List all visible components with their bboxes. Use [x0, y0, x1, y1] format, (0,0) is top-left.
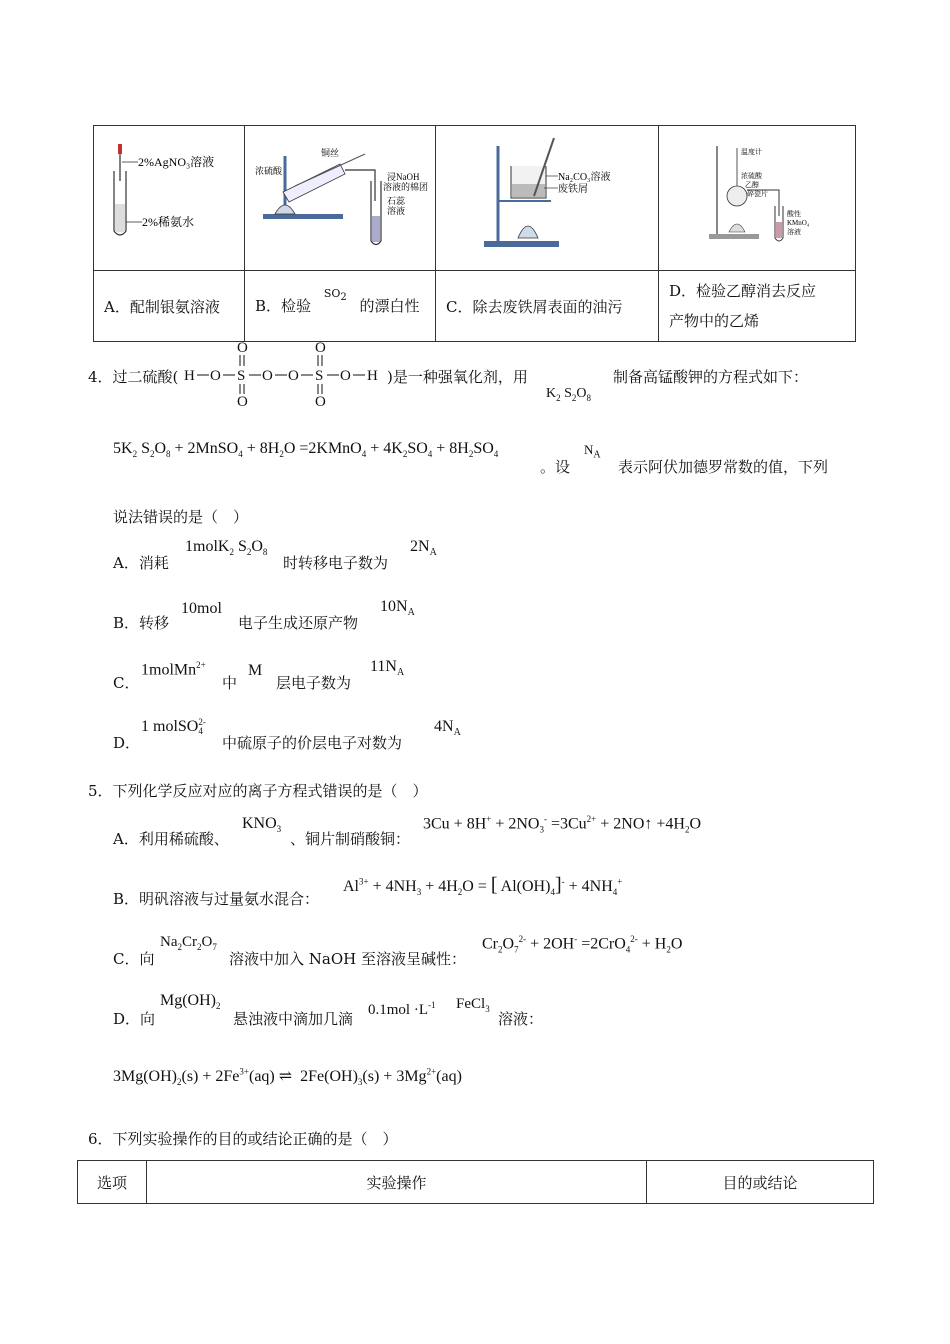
q4-d-formula: 1 molSO 2- 4 [141, 717, 206, 737]
caption-a-text: A．配制银氨溶液 [104, 297, 220, 316]
caption-d [659, 271, 856, 342]
q4-b-text: 电子生成还原产物 [238, 614, 359, 632]
svg-text:S: S [315, 368, 324, 384]
figure-c-label-iron: 废铁屑 [558, 184, 588, 195]
q5-d-fecl3: FeCl$_3$ [456, 996, 490, 1014]
figure-c-cell [436, 126, 659, 271]
test-tube-figure-a [94, 126, 244, 266]
caption-b-text2: 的漂白性 [359, 296, 420, 315]
q5-option-d: D．向 [113, 1010, 156, 1028]
experiment-table [93, 125, 856, 342]
figure-d-label-acid: 浓硫酸 [741, 172, 762, 180]
q5-option-c: C．向 [113, 950, 155, 968]
q4-line3: 说法错误的是（ ） [113, 508, 249, 526]
caption-b-so2: SO2 [323, 286, 347, 304]
apparatus-figure-d [659, 126, 855, 266]
figure-d-label-thermometer: 温度计 [741, 148, 762, 156]
peroxodisulfuric-structure [182, 338, 388, 410]
q4-c-formula: 1molMn$^{2+}$ [141, 660, 206, 679]
q6-table [77, 1160, 874, 1204]
q5-stem: 5．下列化学反应对应的离子方程式错误的是（ ） [88, 782, 428, 800]
caption-d-line1: D．检验乙醇消去反应 [669, 282, 817, 300]
q4-b-formula: 10mol [181, 600, 222, 617]
q5-a-equation: $3Cu + 8H^+ + 2NO_3^- =3Cu^{2+}$ + 2NO↑ $+4H_2O$ [423, 814, 702, 835]
q6-stem: 6．下列实验操作的目的或结论正确的是（ ） [88, 1130, 398, 1148]
figure-b-label-solution: 溶液 [387, 206, 406, 216]
svg-text:O: O [237, 394, 248, 410]
q5-d-mgoh2: $Mg(OH)_2$ [160, 992, 221, 1012]
svg-text:O: O [210, 368, 221, 384]
q4-d-text: 中硫原子的价层电子对数为 [222, 734, 403, 752]
q4-option-b: B．转移 [113, 614, 170, 632]
caption-c-text: C．除去废铁屑表面的油污 [446, 297, 623, 316]
q4-c-text: 中 [222, 674, 238, 692]
caption-b [245, 271, 436, 342]
q5-option-a: A．利用稀硫酸、 [113, 830, 229, 848]
svg-text:S: S [237, 368, 246, 384]
figure-d-label-acidic: 酸性 [787, 210, 801, 218]
q5-option-b: B．明矾溶液与过量氨水混合： [113, 890, 320, 908]
figure-b-label-cotton: 溶液的棉团 [383, 182, 429, 192]
q6-header-operation: 实验操作 [147, 1161, 647, 1204]
q4-after-na: 表示阿伏加德罗常数的值，下列 [618, 458, 829, 476]
figure-d-label-ethanol: 乙醇 [745, 181, 759, 189]
caption-c [436, 271, 659, 342]
q4-b-value: $10N_A$ [380, 598, 415, 619]
q5-d-text: 悬浊液中滴加几滴 [233, 1010, 354, 1028]
svg-text:O: O [237, 340, 248, 356]
figure-d-label-kmno4: KMnO₄ [787, 219, 810, 227]
q4-c-m: M [248, 662, 263, 679]
q4-tail: 制备高锰酸钾的方程式如下： [613, 368, 809, 386]
q4-d-value: $4N_A$ [434, 718, 461, 739]
q5-c-text: 溶液中加入 NaOH 至溶液呈碱性： [229, 950, 466, 968]
svg-text:H: H [184, 368, 195, 384]
figure-b-label-litmus: 石蕊 [387, 196, 406, 206]
q4-c-value: $11N_A$ [370, 658, 405, 679]
caption-d-line2: 产物中的乙烯 [669, 312, 760, 330]
q5-a-text: 、铜片制硝酸铜： [290, 830, 411, 848]
q6-header-option: 选项 [78, 1161, 147, 1204]
svg-text:O: O [315, 394, 326, 410]
q5-a-kno3: $KNO_3$ [242, 815, 282, 835]
q5-d-equation: $3Mg(OH)_2(s) + 2Fe^{3+}(aq)$ ⇌ $2Fe(OH)_3(s) + 3Mg^{2+}(aq)$ [113, 1066, 462, 1088]
q6-header-conclusion: 目的或结论 [647, 1161, 874, 1204]
svg-text:O: O [262, 368, 273, 384]
q4-option-c: C． [113, 674, 140, 692]
caption-a [94, 271, 245, 342]
figure-d-label-chips: 碎瓷片 [747, 190, 768, 198]
svg-text:H: H [367, 368, 378, 384]
figure-b-label-acid: 浓硫酸 [255, 166, 283, 176]
figure-d-label-solution: 溶液 [787, 228, 801, 236]
q4-prefix: 4．过二硫酸( [88, 368, 179, 386]
q4-na: $N_A$ [584, 442, 601, 461]
q5-c-na2cr2o7: $Na_2Cr_2O_7$ [160, 934, 217, 952]
svg-text:O: O [340, 368, 351, 384]
q4-c-text2: 层电子数为 [276, 674, 352, 692]
q4-option-a: A．消耗 [113, 554, 169, 572]
figure-a-cell [94, 126, 245, 271]
q4-option-d: D． [113, 734, 141, 752]
apparatus-figure-b [245, 126, 435, 266]
q5-d-conc: $0.1mol \cdot L^{-1}$ [368, 1000, 436, 1018]
q4-a-formula: 1molK$_2$ $S_2O_8$ [185, 538, 268, 558]
figure-a-label-agno3: 2%AgNO₃溶液 [138, 155, 215, 169]
svg-text:O: O [288, 368, 299, 384]
apparatus-figure-c [436, 126, 658, 266]
figure-a-label-ammonia: 2%稀氨水 [142, 215, 194, 229]
figure-b-cell [245, 126, 436, 271]
q4-reagent: $K_2$ $S_2O_8$ [546, 386, 592, 403]
figure-b-label-copper: 铜丝 [321, 148, 340, 158]
q5-d-text2: 溶液： [498, 1010, 544, 1028]
q5-b-equation: $Al^{3+} + 4NH_3 + 4H_2O$ = [ $Al(OH)_4]^- + 4NH_4^+$ [343, 874, 623, 898]
figure-c-label-na2co3: Na₂CO₃溶液 [558, 172, 611, 183]
q4-a-value: $2N_A$ [410, 538, 437, 559]
figure-d-cell [659, 126, 856, 271]
q4-a-text: 时转移电子数为 [283, 554, 389, 572]
q4-after-eq: 。设 [540, 458, 571, 476]
q4-equation: $5K_2$ $S_2O_8$ + 2MnSO$_4$ + $8H_2O$ =2KMnO$_4$ + $4K_2SO_4 + 8H_2SO_4$ [113, 440, 499, 460]
caption-b-text: B．检验 [255, 296, 312, 315]
q4-suffix: )是一种强氧化剂，用 [387, 368, 528, 386]
svg-text:O: O [315, 340, 326, 356]
figure-b-label-naoh: 浸NaOH [387, 172, 420, 182]
q5-c-equation: $Cr_2O_7^{2-} + 2OH^- =2CrO_4^{2-} + H_2O$ [482, 934, 683, 955]
